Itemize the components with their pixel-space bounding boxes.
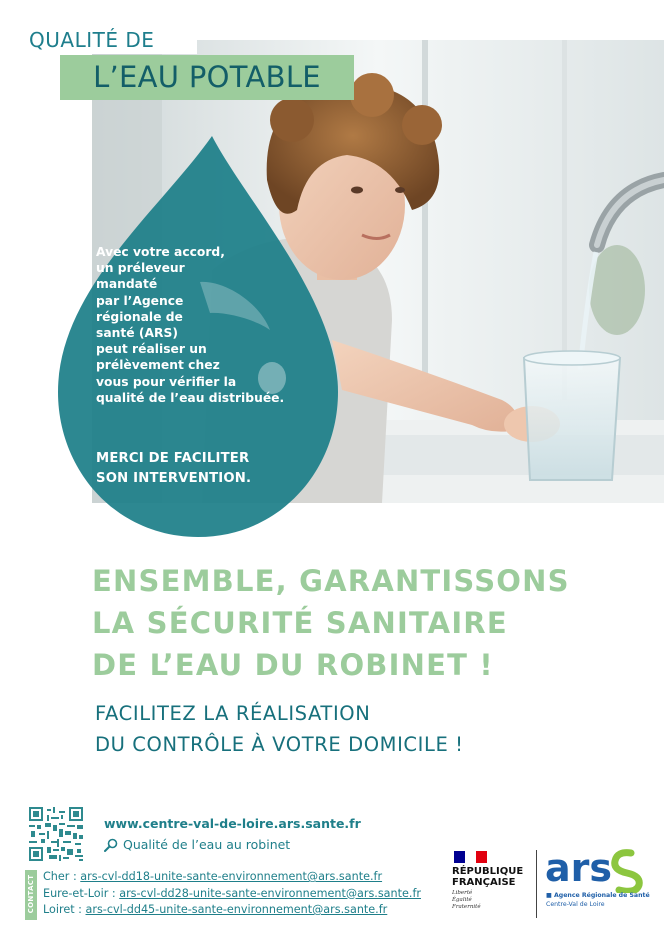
marianne-flag-icon <box>454 851 487 863</box>
contact-email[interactable]: ars-cvl-dd28-unite-sante-environnement@ars.sante.fr <box>119 886 421 900</box>
website-link[interactable]: www.centre-val-de-loire.ars.sante.fr <box>104 816 361 831</box>
ars-logo-text: ars <box>545 846 613 890</box>
contact-row <box>43 886 421 903</box>
contact-dept: Cher : <box>43 870 81 883</box>
ars-region: Centre-Val de Loire <box>546 901 605 908</box>
subheadline-line: DU CONTRÔLE À VOTRE DOMICILE ! <box>95 733 464 756</box>
contact-tag-label: CONTACT <box>27 874 35 914</box>
contact-row <box>43 902 421 919</box>
republique-name: RÉPUBLIQUE FRANÇAISE <box>452 866 524 888</box>
headline <box>92 560 652 686</box>
contact-row <box>43 869 421 886</box>
contact-dept: Eure-et-Loir : <box>43 886 120 900</box>
contact-email[interactable]: ars-cvl-dd18-unite-sante-environnement@ars.sante.fr <box>80 870 383 883</box>
contact-dept: Loiret : <box>43 903 86 916</box>
contact-list <box>43 869 421 919</box>
ars-subtitle: ■ Agence Régionale de Santé <box>546 892 650 899</box>
republique-francaise-logo <box>452 851 532 921</box>
contact-tag <box>25 870 37 920</box>
ars-subtitle-text: Agence Régionale de Santé <box>554 892 650 899</box>
search-link[interactable] <box>104 837 290 852</box>
ars-logo-mark <box>543 845 653 893</box>
subheadline-line: FACILITEZ LA RÉALISATION <box>95 702 371 725</box>
ars-logo-icon <box>543 845 653 915</box>
title-line-1: QUALITÉ DE <box>25 27 197 54</box>
search-label: Qualité de l’eau au robinet <box>123 837 291 852</box>
search-icon <box>104 838 118 852</box>
drop-call-to-action: MERCI DE FACILITER SON INTERVENTION. <box>96 451 252 486</box>
republique-motto: Liberté Égalité Fraternité <box>452 890 481 910</box>
logo-separator <box>536 850 537 918</box>
headline-line: ENSEMBLE, GARANTISSONS <box>92 564 570 598</box>
contact-email[interactable]: ars-cvl-dd45-unite-sante-environnement@ars.sante.fr <box>85 903 388 916</box>
qr-code-icon[interactable] <box>29 807 83 861</box>
title-line-2: L’EAU POTABLE <box>60 55 354 100</box>
headline-line: LA SÉCURITÉ SANITAIRE <box>92 606 508 640</box>
headline-line: DE L’EAU DU ROBINET ! <box>92 648 494 682</box>
subheadline <box>95 698 615 760</box>
drop-description: Avec votre accord, un préleveur mandaté par l’Agence régionale de santé (ARS) peut réaliser un prélèvement chez vous pour vérifier la qualité de l’eau distribuée. <box>96 245 285 405</box>
